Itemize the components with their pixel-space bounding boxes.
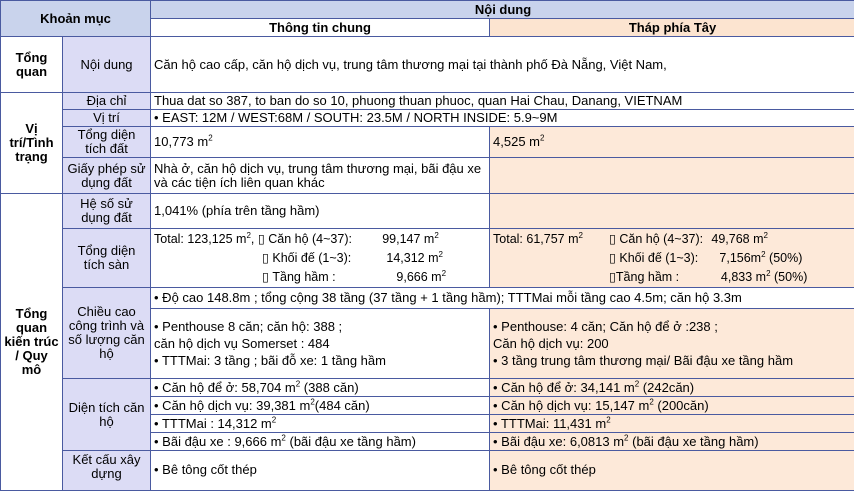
value-dien-tich-dat-west: 4,525 $m^2$: [490, 127, 854, 158]
label-ket-cau: Kết cấu xây dựng: [63, 451, 151, 491]
value-dt-west-1: • Căn hộ để ở: 34,141 $m^2$ (242căn): [490, 379, 854, 397]
header-west-tower: Tháp phía Tây: [490, 19, 854, 37]
value-he-so-west: [490, 194, 854, 229]
label-chieu-cao: Chiều cao công trình và số lượng căn hộ: [63, 288, 151, 379]
value-dt-west-3: • TTTMai: 11,431 $m^2$: [490, 415, 854, 433]
value-dt-general-2: • Căn hộ dịch vụ: 39,381 $m^2(484$ căn): [151, 397, 490, 415]
label-vi-tri: Vị trí: [63, 110, 151, 127]
value-dt-general-3: • TTTMai : 14,312 $m^2$: [151, 415, 490, 433]
category-kien-truc: Tổng quan kiến trúc / Quy mô: [1, 194, 63, 491]
label-noi-dung: Nội dung: [63, 37, 151, 93]
value-dien-tich-dat-general: 10,773 $m^2$: [151, 127, 490, 158]
header-noi-dung: Nội dung: [151, 1, 854, 19]
category-tong-quan: Tổng quan: [1, 37, 63, 93]
value-dt-west-2: • Căn hộ dịch vụ: 15,147 $m^2$ (200căn): [490, 397, 854, 415]
label-giay-phep: Giấy phép sử dụng đất: [63, 158, 151, 194]
value-so-luong-general: • Penthouse 8 căn; căn hộ: 388 ; căn hộ dịch vụ Somerset : 484 • TTTMai: 3 tầng ; bãi đỗ xe: 1 tầng hầm: [151, 309, 490, 379]
header-general-info: Thông tin chung: [151, 19, 490, 37]
category-vi-tri: Vị trí/Tình trạng: [1, 93, 63, 194]
value-vi-tri: • EAST: 12M / WEST:68M / SOUTH: 23.5M / NORTH INSIDE: 5.9~9M: [151, 110, 854, 127]
value-ket-cau-west: • Bê tông cốt thép: [490, 451, 854, 491]
value-dia-chi: Thua dat so 387, to ban do so 10, phuong thuan phuoc, quan Hai Chau, Danang, VIETNAM: [151, 93, 854, 110]
value-ket-cau-general: • Bê tông cốt thép: [151, 451, 490, 491]
label-he-so: Hệ số sử dụng đất: [63, 194, 151, 229]
label-tong-dien-tich-san: Tổng diện tích sàn: [63, 229, 151, 288]
label-dia-chi: Địa chỉ: [63, 93, 151, 110]
value-he-so: 1,041% (phía trên tầng hầm): [151, 194, 490, 229]
value-giay-phep: Nhà ở, căn hộ dịch vụ, trung tâm thương mại, bãi đậu xe và các tiện ích liên quan khác: [151, 158, 490, 194]
label-dien-tich-dat: Tổng diện tích đất: [63, 127, 151, 158]
value-dt-general-4: • Bãi đậu xe : 9,666 $m^2$ (bãi đậu xe tầng hầm): [151, 433, 490, 451]
value-giay-phep-west: [490, 158, 854, 194]
value-dt-west-4: • Bãi đậu xe: 6,0813 $m^2$ (bãi đậu xe tầng hầm): [490, 433, 854, 451]
value-so-luong-west: • Penthouse: 4 căn; Căn hộ để ở :238 ; Căn hộ dịch vụ: 200 • 3 tầng trung tâm thương mại/ Bãi đậu xe tầng hầm: [490, 309, 854, 379]
value-dt-general-1: • Căn hộ để ở: 58,704 $m^2$ (388 căn): [151, 379, 490, 397]
value-chieu-cao: • Độ cao 148.8m ; tổng cộng 38 tầng (37 tầng + 1 tầng hầm); TTTMai mỗi tầng cao 4.5m; căn hộ 3.3m: [151, 288, 854, 309]
value-noi-dung: Căn hộ cao cấp, căn hộ dịch vụ, trung tâm thương mại tại thành phố Đà Nẵng, Việt Nam,: [151, 37, 854, 93]
header-khoan-muc: Khoản mục: [1, 1, 151, 37]
value-san-general: Total: 123,125 $m^2$, ▯ Căn hộ (4~37): 99,147 $m^2$ ▯ Khối đế (1~3): 14,312 $m^2$ ▯ Tầng hầm : 9,666 $m^2$: [151, 229, 490, 288]
label-dien-tich-can-ho: Diện tích căn hộ: [63, 379, 151, 451]
value-san-west: Total: 61,757 $m^2$ ▯ Căn hộ (4~37): 49,768 $m^2$ ▯ Khối đế (1~3): $7,156m^2$ (50%) ▯Tầng hầm : 4,833 $m^2$ (50%): [490, 229, 854, 288]
